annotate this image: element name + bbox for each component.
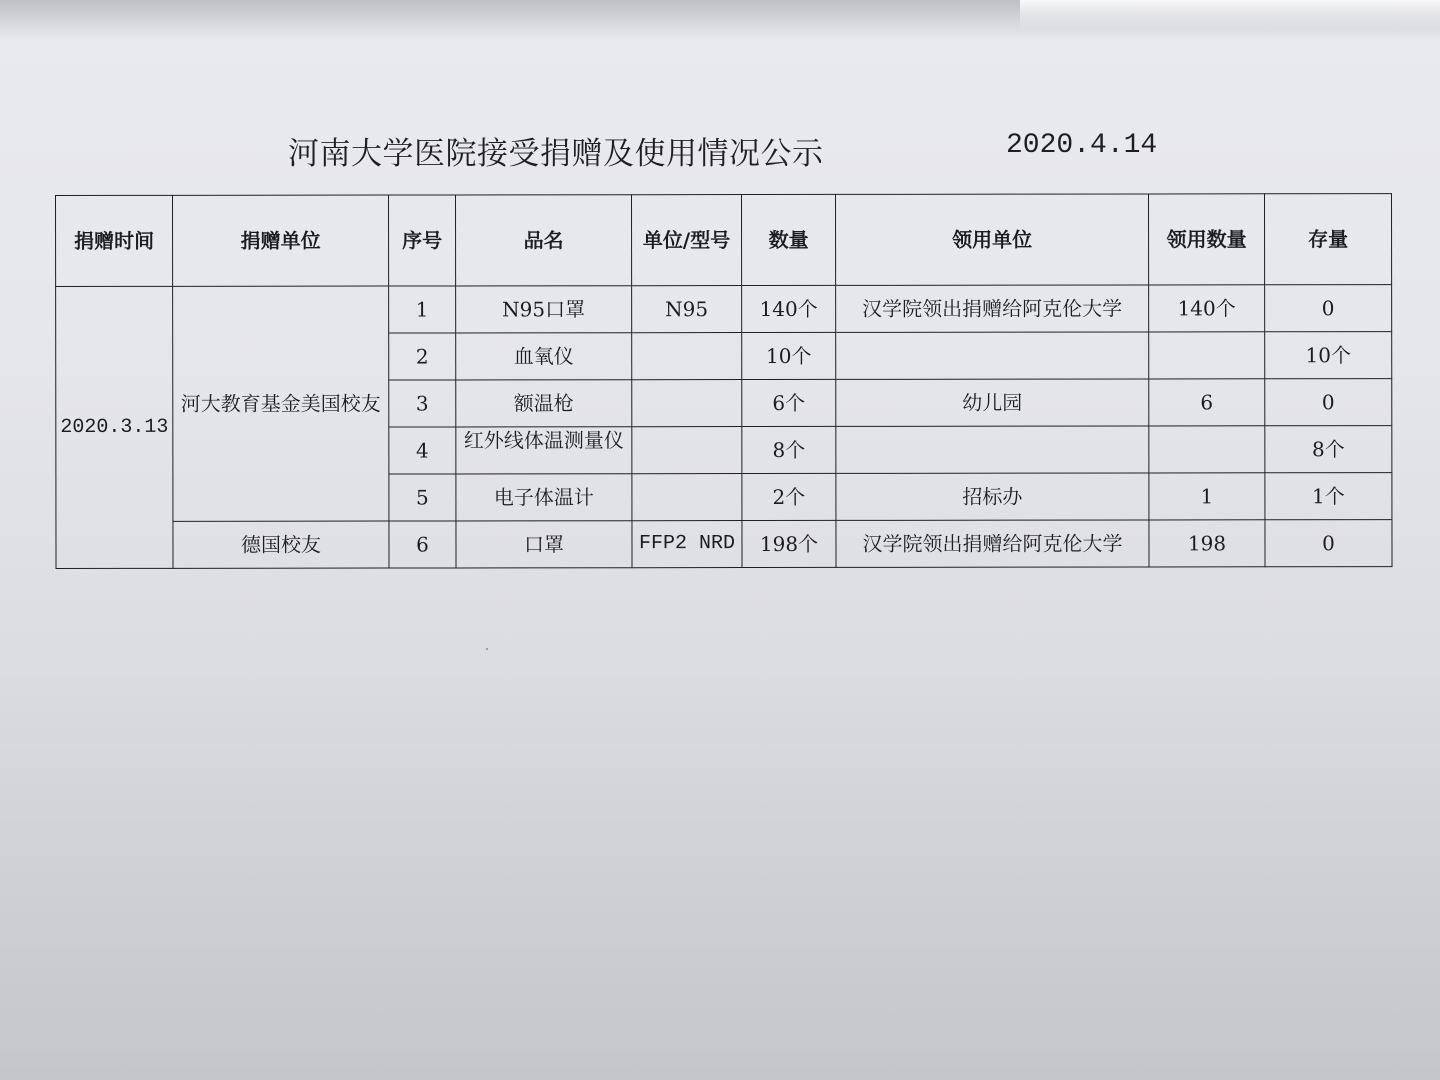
header-item: 品名 <box>456 195 632 286</box>
cell-stock: 0 <box>1265 520 1392 567</box>
cell-quantity: 8个 <box>742 426 836 473</box>
cell-stock: 0 <box>1265 379 1392 426</box>
donation-table <box>55 193 1393 569</box>
header-model: 单位/型号 <box>632 195 742 286</box>
table-row <box>56 520 1392 569</box>
header-donor: 捐赠单位 <box>173 195 389 286</box>
title-row <box>0 128 1440 172</box>
cell-serial: 3 <box>389 380 456 427</box>
cell-stock: 1个 <box>1265 473 1392 520</box>
cell-item: N95口罩 <box>456 286 632 333</box>
cell-donation-date: 2020.3.13 <box>56 286 173 568</box>
header-used-quantity: 领用数量 <box>1148 194 1264 285</box>
header-recipient: 领用单位 <box>835 194 1148 285</box>
cell-donor: 河大教育基金美国校友 <box>173 286 389 521</box>
cell-used-quantity <box>1149 426 1265 473</box>
cell-item: 额温枪 <box>456 380 632 427</box>
cell-quantity: 6个 <box>742 379 836 426</box>
cell-item: 电子体温计 <box>456 474 632 521</box>
cell-item: 血氧仪 <box>456 333 632 380</box>
cell-model <box>632 427 742 474</box>
cell-serial: 1 <box>389 286 456 333</box>
cell-quantity: 10个 <box>742 332 836 379</box>
cell-item <box>456 427 632 474</box>
document-title: 河南大学医院接受捐赠及使用情况公示 <box>288 136 824 172</box>
cell-model: FFP2 NRD <box>632 521 742 568</box>
cell-used-quantity: 198 <box>1149 520 1265 567</box>
cell-model: N95 <box>632 286 742 333</box>
cell-used-quantity: 6 <box>1149 379 1265 426</box>
header-stock: 存量 <box>1264 194 1391 285</box>
cell-used-quantity: 1 <box>1149 473 1265 520</box>
cell-stock: 0 <box>1265 285 1392 332</box>
cell-donor: 德国校友 <box>173 521 389 568</box>
cell-item: 口罩 <box>456 521 632 568</box>
cell-serial: 5 <box>389 474 456 521</box>
paper-speck <box>486 648 488 650</box>
cell-recipient: 汉学院领出捐赠给阿克伦大学 <box>836 285 1149 332</box>
cell-recipient <box>836 426 1149 473</box>
cell-serial: 6 <box>389 521 456 568</box>
cell-serial: 4 <box>389 427 456 474</box>
cell-quantity: 2个 <box>742 473 836 520</box>
cell-used-quantity <box>1149 332 1265 379</box>
table-header-row <box>56 194 1392 287</box>
cell-stock: 8个 <box>1265 426 1392 473</box>
cell-recipient <box>836 332 1149 379</box>
header-donation-time: 捐赠时间 <box>56 195 173 286</box>
header-quantity: 数量 <box>742 194 836 285</box>
table-row <box>56 285 1392 334</box>
cell-quantity: 140个 <box>742 285 836 332</box>
document-date: 2020.4.14 <box>1006 130 1158 161</box>
header-serial: 序号 <box>389 195 456 286</box>
cell-model <box>632 474 742 521</box>
cell-item-text: 红外线体温测量仪 <box>463 428 624 453</box>
cell-recipient: 招标办 <box>836 473 1149 520</box>
cell-serial: 2 <box>389 333 456 380</box>
cell-quantity: 198个 <box>742 520 836 567</box>
cell-used-quantity: 140个 <box>1149 285 1265 332</box>
cell-recipient: 幼儿园 <box>836 379 1149 426</box>
light-glare <box>1020 0 1440 30</box>
cell-stock: 10个 <box>1265 332 1392 379</box>
cell-model <box>632 380 742 427</box>
cell-model <box>632 333 742 380</box>
cell-recipient: 汉学院领出捐赠给阿克伦大学 <box>836 520 1149 567</box>
